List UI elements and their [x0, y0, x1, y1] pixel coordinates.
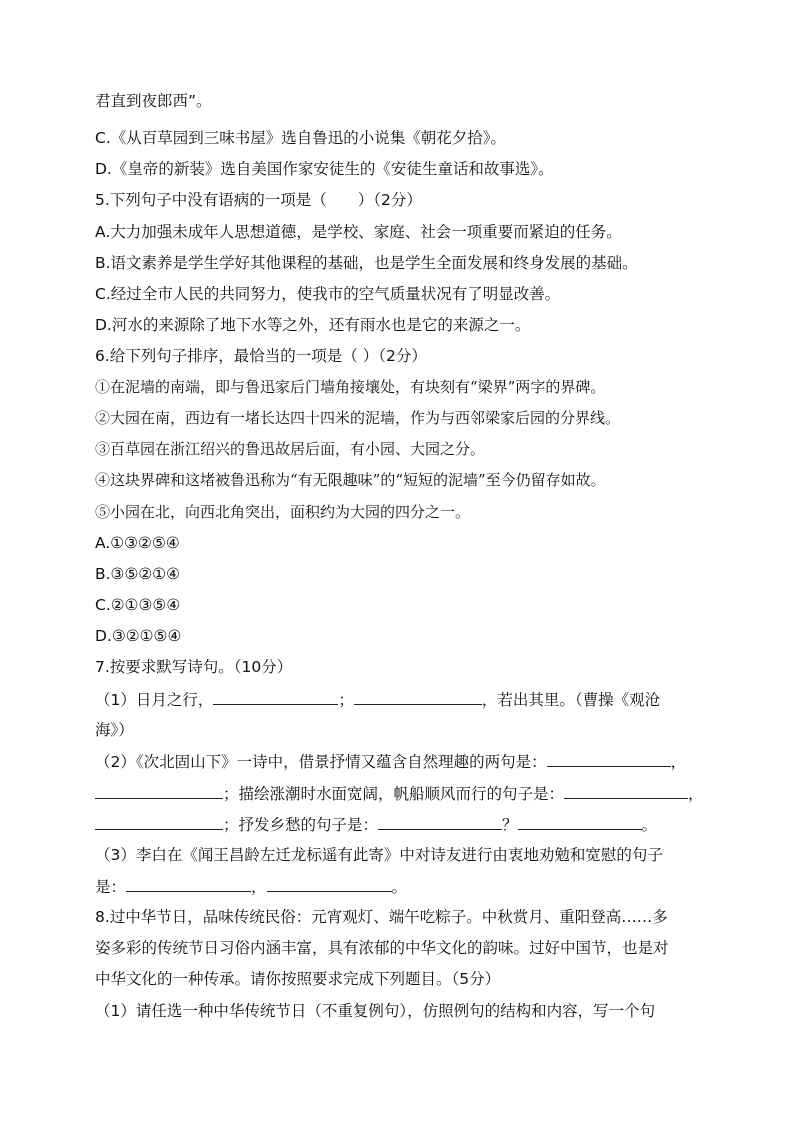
- answer-blank[interactable]: [126, 876, 251, 892]
- text-line: 君直到夜郎西”。: [95, 92, 212, 110]
- option-d: D.③②①⑤④: [95, 627, 182, 645]
- text: ，: [670, 753, 687, 771]
- text: ；抒发乡愁的句子是：: [223, 816, 379, 834]
- text: ；: [338, 691, 354, 709]
- text: ？: [502, 816, 518, 834]
- q7-part-2-cont: [95, 814, 657, 835]
- answer-blank[interactable]: [95, 814, 223, 830]
- q7-part-2: [95, 751, 686, 772]
- q7-part-3: （3）李白在《闻王昌龄左迁龙标遥有此寄》中对诗友进行由衷地劝勉和宽慰的句子: [95, 846, 663, 864]
- answer-blank[interactable]: [518, 814, 642, 830]
- question-6: 6.给下列句子排序，最恰当的一项是（ ）（2分）: [95, 347, 427, 365]
- answer-blank[interactable]: [378, 814, 502, 830]
- text: 。: [641, 816, 658, 834]
- question-7: 7.按要求默写诗句。（10分）: [95, 658, 293, 676]
- option-b: B.③⑤②①④: [95, 565, 181, 583]
- option-c: C.《从百草园到三味书屋》选自鲁迅的小说集《朝花夕拾》。: [95, 129, 507, 147]
- sentence-5: ⑤小园在北，向西北角突出，面积约为大园的四分之一。: [95, 503, 471, 521]
- answer-blank[interactable]: [564, 783, 688, 799]
- text: ，: [251, 878, 267, 896]
- q7-part-1: [95, 689, 660, 710]
- option-d: D.《皇帝的新装》选自美国作家安徒生的《安徒生童话和故事选》。: [95, 160, 554, 178]
- option-d: D.河水的来源除了地下水等之外，还有雨水也是它的来源之一。: [95, 316, 531, 334]
- answer-blank[interactable]: [547, 751, 671, 767]
- question-8-cont: 姿多彩的传统节日习俗内涵丰富，具有浓郁的中华文化的韵味。过好中国节，也是对: [95, 939, 669, 957]
- sentence-4: ④这块界碑和这堵被鲁迅称为“有无限趣味”的“短短的泥墙”至今仍留存如故。: [95, 471, 606, 489]
- q7-part-2-cont: [95, 783, 704, 804]
- option-c: C.经过全市人民的共同努力，使我市的空气质量状况有了明显改善。: [95, 285, 561, 303]
- sentence-1: ①在泥墙的南端，即与鲁迅家后门墙角接壤处，有块刻有“梁界”两字的界碑。: [95, 378, 606, 396]
- option-c: C.②①③⑤④: [95, 596, 181, 614]
- q7-part-3-cont: [95, 876, 407, 897]
- text: ，: [688, 785, 704, 803]
- answer-blank[interactable]: [95, 783, 223, 799]
- text: （2）《次北固山下》一诗中，借景抒情又蕴含自然理趣的两句是：: [95, 753, 547, 771]
- text: ；描绘涨潮时水面宽阔，帆船顺风而行的句子是：: [223, 785, 565, 803]
- answer-blank[interactable]: [267, 876, 392, 892]
- text: 是：: [95, 878, 127, 896]
- option-a: A.大力加强未成年人思想道德，是学校、家庭、社会一项重要而紧迫的任务。: [95, 223, 622, 241]
- q7-part-1-cont: 海》）: [95, 721, 134, 739]
- question-5: 5.下列句子中没有语病的一项是（ ）（2分）: [95, 191, 422, 209]
- answer-blank[interactable]: [213, 689, 338, 705]
- option-b: B.语文素养是学生学好其他课程的基础，也是学生全面发展和终身发展的基础。: [95, 254, 638, 272]
- text: ，若出其里。（曹操《观沧: [481, 691, 661, 709]
- q8-part-1: （1）请任选一种中华传统节日（不重复例句），仿照例句的结构和内容，写一个句: [95, 1002, 656, 1020]
- text: （1）日月之行，: [95, 691, 214, 709]
- question-8-cont: 中华文化的一种传承。请你按照要求完成下列题目。（5分）: [95, 970, 501, 988]
- sentence-3: ③百草园在浙江绍兴的鲁迅故居后面，有小园、大园之分。: [95, 440, 486, 458]
- option-a: A.①③②⑤④: [95, 534, 180, 552]
- question-8: 8.过中华节日，品味传统民俗：元宵观灯、端午吃粽子。中秋赏月、重阳登高……多: [95, 908, 668, 926]
- text: 。: [391, 878, 408, 896]
- answer-blank[interactable]: [354, 689, 482, 705]
- sentence-2: ②大园在南，西边有一堵长达四十四米的泥墙，作为与西邻梁家后园的分界线。: [95, 409, 621, 427]
